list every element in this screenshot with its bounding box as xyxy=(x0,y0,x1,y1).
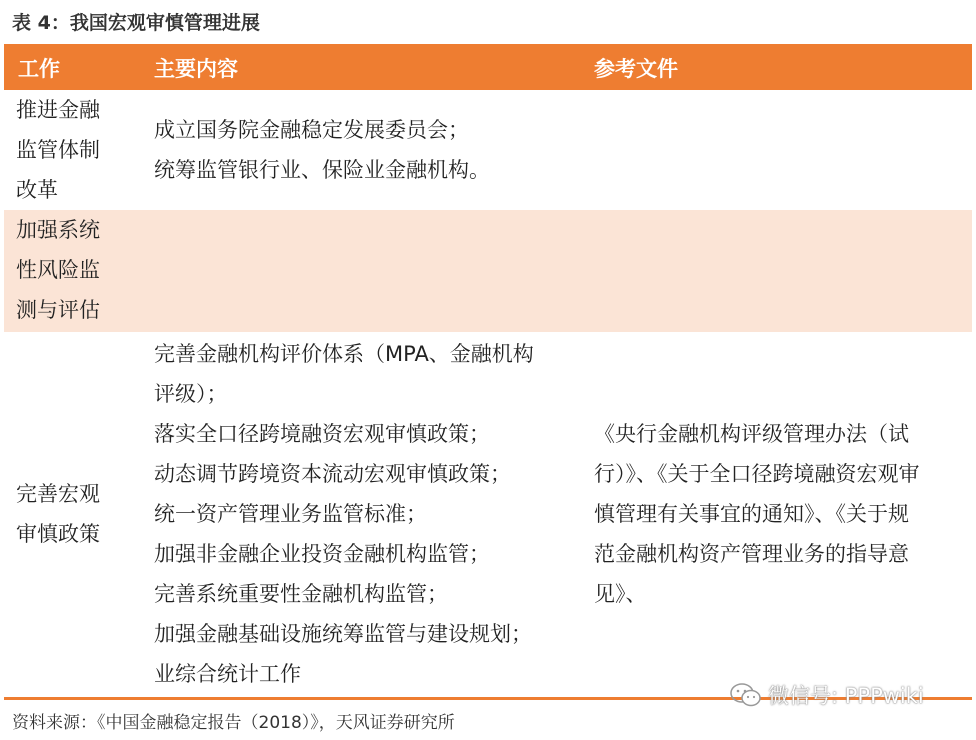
row3-work xyxy=(16,474,100,554)
row1-content-line: 统筹监管银行业、保险业金融机构。 xyxy=(154,158,490,182)
row3-docs-line: 见》、 xyxy=(594,582,647,606)
row3-docs-line: 《央行金融机构评级管理办法（试 xyxy=(594,422,909,446)
row3-work-line: 完善宏观 xyxy=(16,482,100,506)
table-row xyxy=(4,90,972,210)
wechat-icon xyxy=(730,682,762,708)
row3-docs-line: 范金融机构资产管理业务的指导意 xyxy=(594,542,909,566)
header-work: 工作 xyxy=(18,57,60,81)
row3-content-line: 加强金融基础设施统筹监管与建设规划； xyxy=(154,622,532,646)
row1-content-line: 成立国务院金融稳定发展委员会； xyxy=(154,118,469,142)
row1-work-line: 推进金融 xyxy=(16,98,100,122)
row2-work xyxy=(16,210,100,330)
row3-content-line: 完善金融机构评价体系（MPA、金融机构 xyxy=(154,342,534,366)
row3-content-line: 加强非金融企业投资金融机构监管； xyxy=(154,542,490,566)
table-caption: 表 4：我国宏观审慎管理进展 xyxy=(12,12,260,34)
row2-work-line: 性风险监 xyxy=(16,258,100,282)
row2-work-line: 加强系统 xyxy=(16,218,100,242)
row1-content xyxy=(154,110,490,190)
row1-work-line: 改革 xyxy=(16,178,58,202)
table-row xyxy=(4,332,972,698)
row3-content-line: 落实全口径跨境融资宏观审慎政策； xyxy=(154,422,490,446)
row3-docs-line: 慎管理有关事宜的通知》、《关于规 xyxy=(594,502,909,526)
source-note: 资料来源：《中国金融稳定报告（2018）》，天风证券研究所 xyxy=(12,713,455,733)
row1-work-line: 监管体制 xyxy=(16,138,100,162)
table-row xyxy=(4,210,972,332)
row3-content xyxy=(154,334,534,694)
header-content: 主要内容 xyxy=(154,57,238,81)
table-header xyxy=(4,44,972,90)
row3-content-line: 业综合统计工作 xyxy=(154,662,301,686)
progress-table xyxy=(4,44,972,698)
row3-content-line: 动态调节跨境资本流动宏观审慎政策； xyxy=(154,462,511,486)
row3-content-line: 评级）； xyxy=(154,382,228,406)
row1-work xyxy=(16,90,100,210)
header-docs: 参考文件 xyxy=(594,57,678,81)
watermark xyxy=(730,680,924,710)
row2-work-line: 测与评估 xyxy=(16,298,100,322)
row3-content-line: 完善系统重要性金融机构监管； xyxy=(154,582,448,606)
row3-docs xyxy=(594,414,964,614)
row3-content-line: 统一资产管理业务监管标准； xyxy=(154,502,427,526)
row3-docs-line: 行）》、《关于全口径跨境融资宏观审 xyxy=(594,462,920,486)
row3-work-line: 审慎政策 xyxy=(16,522,100,546)
watermark-text: 微信号: PPPwiki xyxy=(768,684,924,708)
